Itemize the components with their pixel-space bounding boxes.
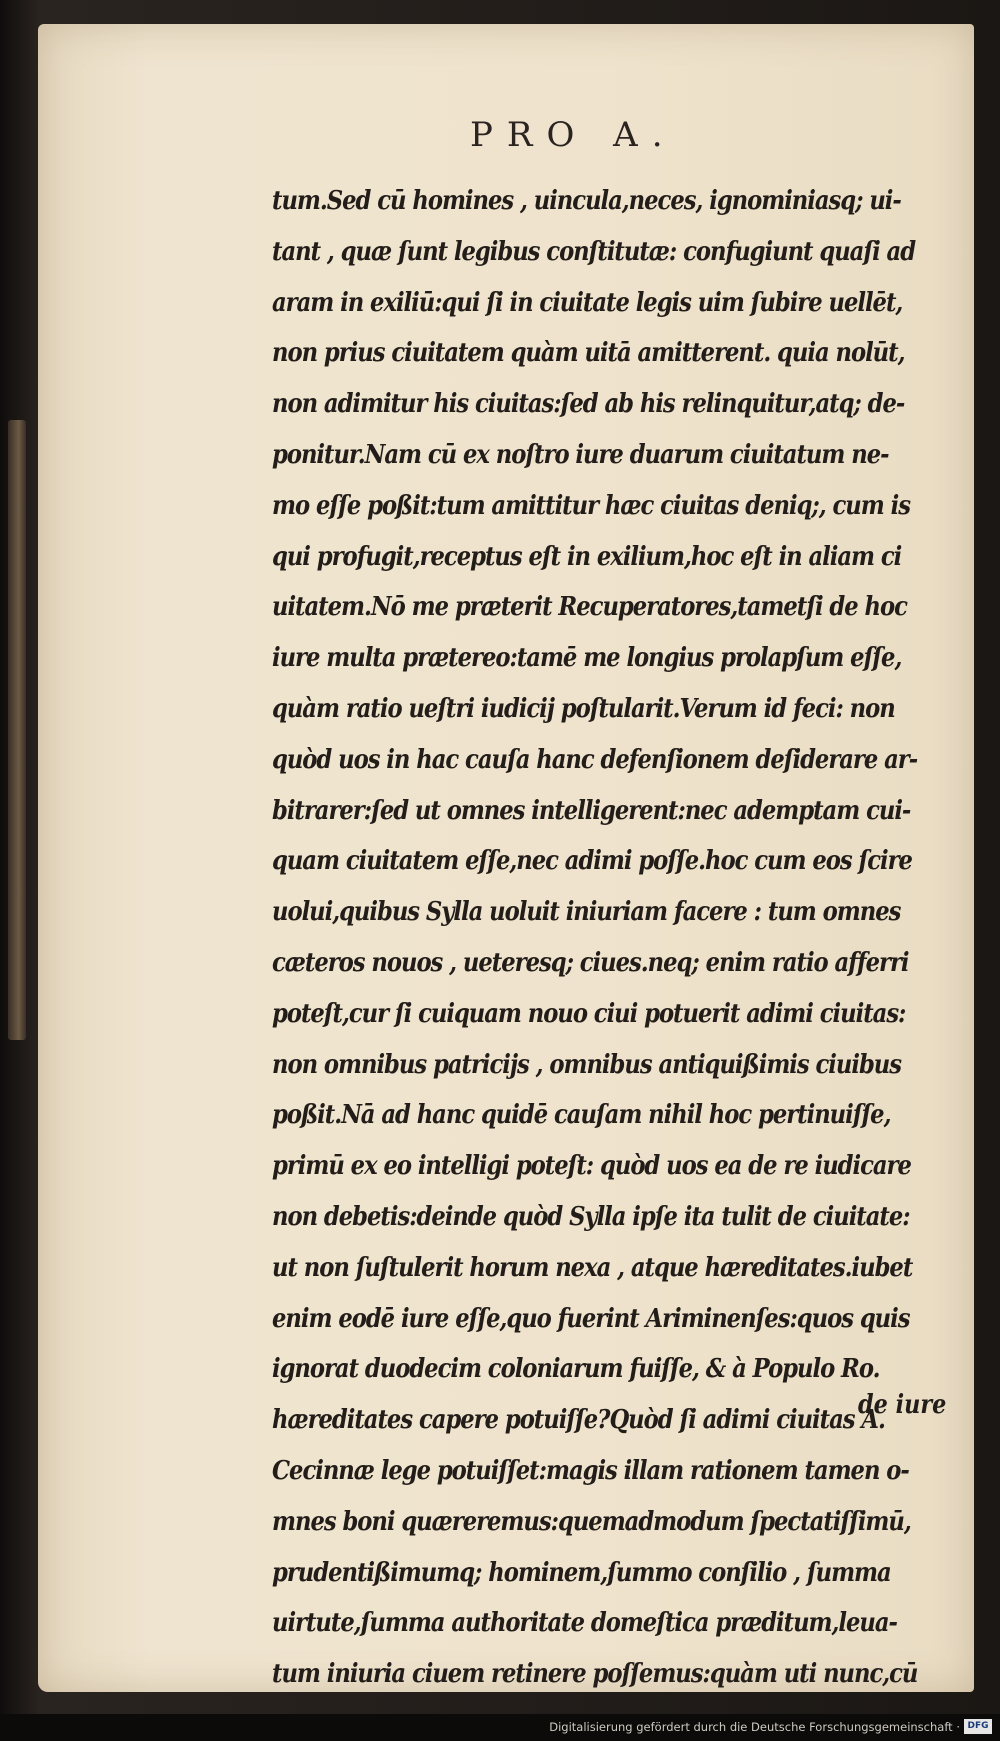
- dfg-logo: DFG: [964, 1719, 992, 1734]
- text-line: ponitur.Nam cū ex noſtro iure duarum ciuitatum ne-: [272, 438, 889, 470]
- running-head: PRO A.: [470, 115, 677, 155]
- text-line: non omnibus patricijs , omnibus antiquißimis ciuibus: [272, 1048, 902, 1080]
- text-line: iure multa prætereo:tamē me longius prolapſum eſſe,: [272, 642, 902, 674]
- text-line: quàm ratio ueſtri iudicij poſtularit.Verum id feci: non: [272, 692, 895, 724]
- catchword: de iure: [858, 1390, 947, 1420]
- text-line: uirtute,ſumma authoritate domeſtica præditum,leua-: [272, 1607, 897, 1639]
- text-line: non prius ciuitatem quàm uitā amitterent. quia nolūt,: [272, 337, 905, 369]
- text-line: ignorat duodecim coloniarum fuiſſe, & à Populo Ro.: [272, 1353, 880, 1385]
- text-line: tum.Sed cū homines , uincula,neces, ignominiasq; ui-: [272, 185, 901, 216]
- text-line: Cecinnæ lege potuiſſet:magis illam rationem tamen o-: [272, 1454, 909, 1486]
- text-line: quam ciuitatem eſſe,nec adimi poſſe.hoc cum eos ſcire: [272, 845, 912, 877]
- text-line: non adimitur his ciuitas:ſed ab his relinquitur,atq; de-: [272, 388, 905, 420]
- text-line: mo eſſe poßit:tum amittitur hæc ciuitas deniq;, cum is: [272, 489, 910, 521]
- text-line: uitatem.Nō me præterit Recuperatores,tametſi de hoc: [272, 591, 907, 623]
- text-line: uolui,quibus Sylla uoluit iniuriam facere : tum omnes: [272, 896, 901, 928]
- text-line: enim eodē iure eſſe,quo fuerint Ariminenſes:quos quis: [272, 1302, 910, 1334]
- text-line: primū ex eo intelligi poteſt: quòd uos ea de re iudicare: [272, 1150, 911, 1182]
- text-line: ut non ſuſtulerit horum nexa , atque hæreditates.iubet: [272, 1251, 913, 1283]
- text-line: non debetis:deinde quòd Sylla ipſe ita tulit de ciuitate:: [272, 1200, 910, 1232]
- text-block: [272, 176, 952, 1700]
- text-line: poßit.Nā ad hanc quidē cauſam nihil hoc pertinuiſſe,: [272, 1099, 891, 1131]
- footer-credit: Digitalisierung gefördert durch die Deutsche Forschungsgemeinschaft ·: [549, 1720, 960, 1734]
- text-line: hæreditates capere potuiſſe?Quòd ſi adimi ciuitas A.: [272, 1404, 885, 1436]
- text-line: cæteros nouos , ueteresq; ciues.neq; enim ratio afferri: [272, 946, 909, 978]
- text-line: bitrarer:ſed ut omnes intelligerent:nec ademptam cui-: [272, 794, 911, 826]
- text-line: qui profugit,receptus eſt in exilium,hoc eſt in aliam ci: [272, 540, 902, 572]
- book-binding-edge: [8, 420, 26, 1040]
- text-line: poteſt,cur ſi cuiquam nouo ciui potuerit adimi ciuitas:: [272, 997, 906, 1029]
- text-line: prudentißimumq; hominem,ſummo conſilio , ſumma: [272, 1556, 891, 1588]
- text-line: tum iniuria ciuem retinere poſſemus:quàm uti nunc,cū: [272, 1658, 918, 1690]
- text-line: tant , quæ ſunt legibus conſtitutæ: confugiunt quaſi ad: [272, 235, 916, 267]
- text-line: quòd uos in hac cauſa hanc defenſionem deſiderare ar-: [272, 743, 918, 775]
- text-line: mnes boni quæreremus:quemadmodum ſpectatiſſimū,: [272, 1505, 911, 1537]
- text-line: aram in exiliū:qui ſi in ciuitate legis uim ſubire uellēt,: [272, 286, 903, 318]
